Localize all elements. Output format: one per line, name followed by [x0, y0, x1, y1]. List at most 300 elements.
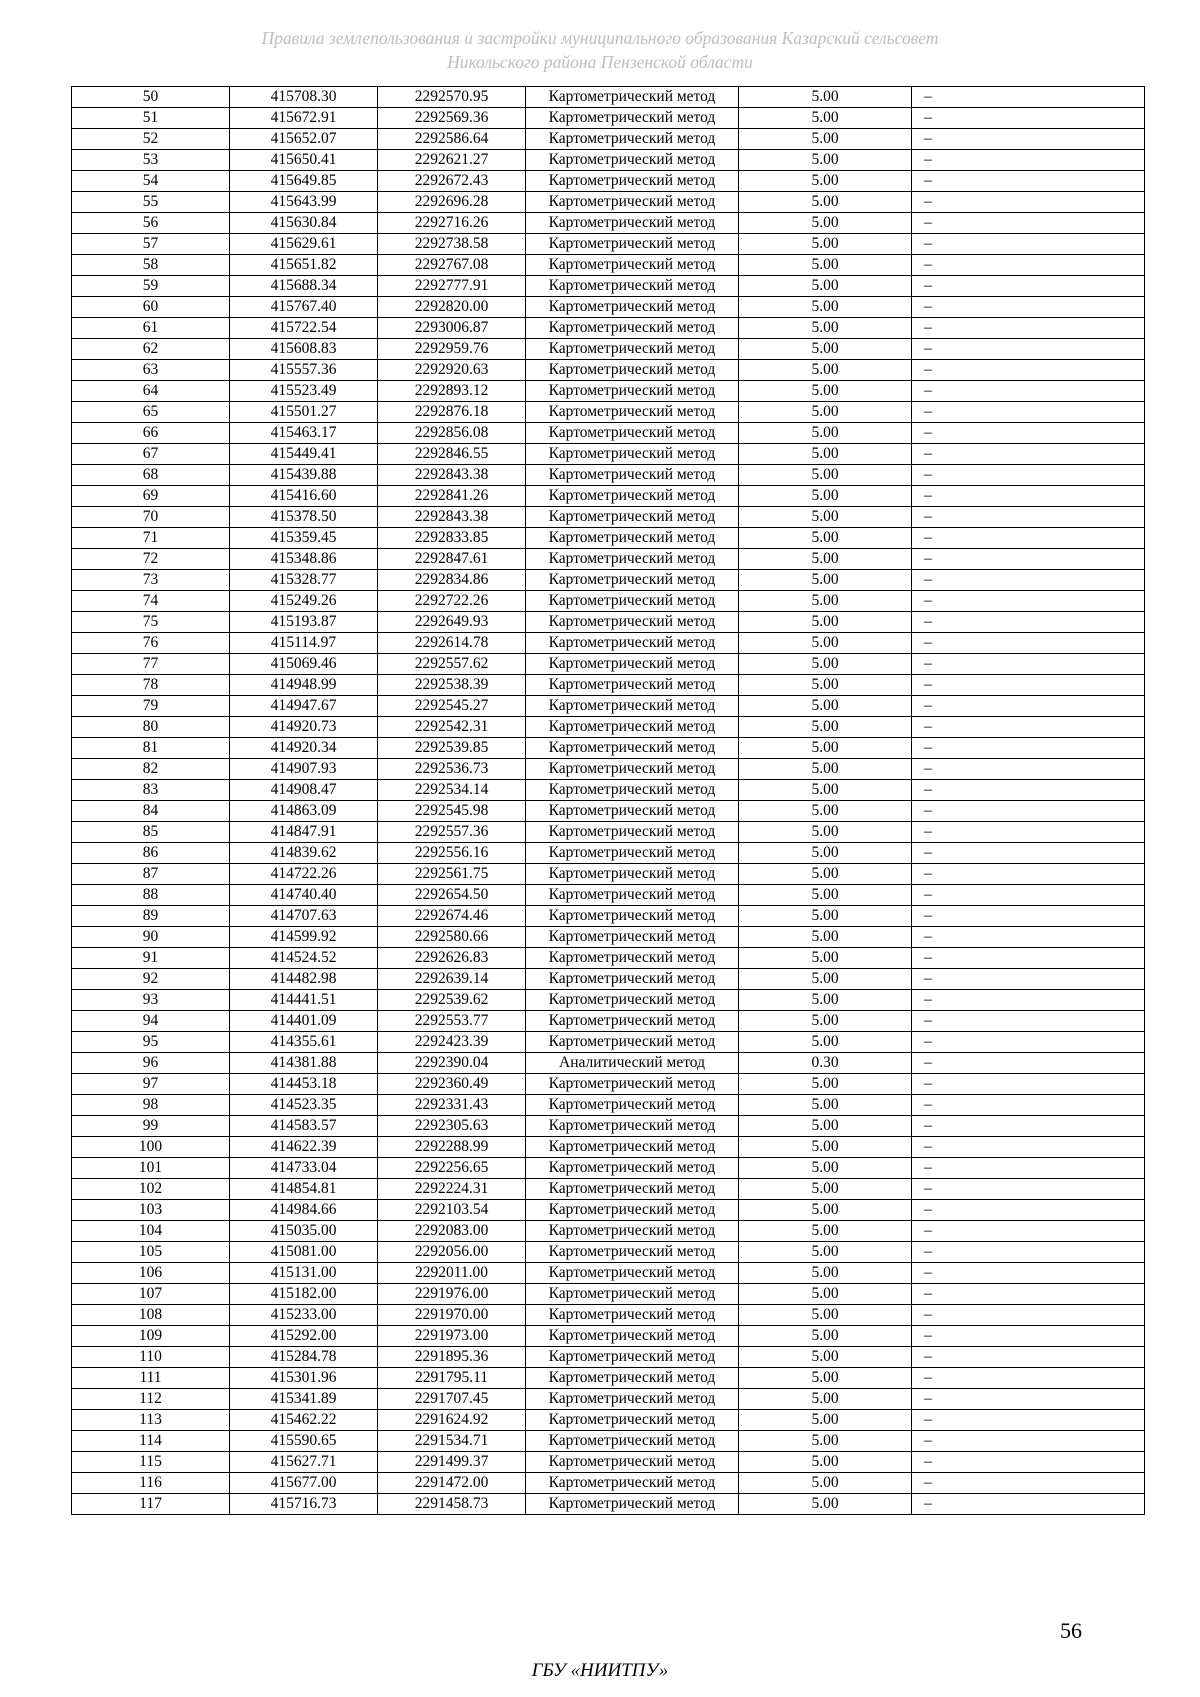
point-number-cell: 115 [72, 1452, 230, 1473]
method-cell: Картометрический метод [526, 1305, 739, 1326]
accuracy-cell: 5.00 [739, 171, 912, 192]
note-cell: – [912, 675, 1145, 696]
note-cell: – [912, 696, 1145, 717]
note-cell: – [912, 948, 1145, 969]
x-coordinate-cell: 415677.00 [230, 1473, 378, 1494]
x-coordinate-cell: 414947.67 [230, 696, 378, 717]
table-row [72, 150, 1145, 171]
x-coordinate-cell: 414948.99 [230, 675, 378, 696]
y-coordinate-cell: 2292390.04 [378, 1053, 526, 1074]
accuracy-cell: 5.00 [739, 381, 912, 402]
x-coordinate-cell: 414401.09 [230, 1011, 378, 1032]
method-cell: Картометрический метод [526, 906, 739, 927]
table-row [72, 759, 1145, 780]
method-cell: Картометрический метод [526, 549, 739, 570]
x-coordinate-cell: 415233.00 [230, 1305, 378, 1326]
y-coordinate-cell: 2292716.26 [378, 213, 526, 234]
y-coordinate-cell: 2291499.37 [378, 1452, 526, 1473]
point-number-cell: 74 [72, 591, 230, 612]
accuracy-cell: 5.00 [739, 360, 912, 381]
x-coordinate-cell: 414707.63 [230, 906, 378, 927]
method-cell: Аналитический метод [526, 1053, 739, 1074]
y-coordinate-cell: 2292767.08 [378, 255, 526, 276]
y-coordinate-cell: 2292288.99 [378, 1137, 526, 1158]
point-number-cell: 63 [72, 360, 230, 381]
table-row [72, 1305, 1145, 1326]
accuracy-cell: 5.00 [739, 108, 912, 129]
point-number-cell: 70 [72, 507, 230, 528]
note-cell: – [912, 570, 1145, 591]
x-coordinate-cell: 415069.46 [230, 654, 378, 675]
x-coordinate-cell: 415650.41 [230, 150, 378, 171]
table-row [72, 297, 1145, 318]
x-coordinate-cell: 415114.97 [230, 633, 378, 654]
accuracy-cell: 5.00 [739, 1389, 912, 1410]
accuracy-cell: 5.00 [739, 633, 912, 654]
method-cell: Картометрический метод [526, 969, 739, 990]
y-coordinate-cell: 2292569.36 [378, 108, 526, 129]
method-cell: Картометрический метод [526, 1473, 739, 1494]
table-row [72, 612, 1145, 633]
x-coordinate-cell: 415630.84 [230, 213, 378, 234]
point-number-cell: 97 [72, 1074, 230, 1095]
point-number-cell: 53 [72, 150, 230, 171]
table-row [72, 717, 1145, 738]
note-cell: – [912, 234, 1145, 255]
table-row [72, 801, 1145, 822]
y-coordinate-cell: 2292820.00 [378, 297, 526, 318]
accuracy-cell: 5.00 [739, 801, 912, 822]
x-coordinate-cell: 415378.50 [230, 507, 378, 528]
point-number-cell: 58 [72, 255, 230, 276]
method-cell: Картометрический метод [526, 1032, 739, 1053]
y-coordinate-cell: 2292621.27 [378, 150, 526, 171]
method-cell: Картометрический метод [526, 843, 739, 864]
x-coordinate-cell: 414839.62 [230, 843, 378, 864]
note-cell: – [912, 507, 1145, 528]
accuracy-cell: 5.00 [739, 1095, 912, 1116]
method-cell: Картометрический метод [526, 1011, 739, 1032]
method-cell: Картометрический метод [526, 675, 739, 696]
table-row [72, 780, 1145, 801]
header-line-1: Правила землепользования и застройки муниципального образования Казарский сельсовет [261, 28, 939, 48]
point-number-cell: 61 [72, 318, 230, 339]
table-row [72, 339, 1145, 360]
page-footer: ГБУ «НИИТПУ» [531, 1660, 669, 1681]
x-coordinate-cell: 414722.26 [230, 864, 378, 885]
y-coordinate-cell: 2292557.62 [378, 654, 526, 675]
accuracy-cell: 5.00 [739, 1158, 912, 1179]
method-cell: Картометрический метод [526, 1326, 739, 1347]
y-coordinate-cell: 2292545.27 [378, 696, 526, 717]
accuracy-cell: 5.00 [739, 339, 912, 360]
x-coordinate-cell: 414740.40 [230, 885, 378, 906]
table-row [72, 423, 1145, 444]
method-cell: Картометрический метод [526, 507, 739, 528]
method-cell: Картометрический метод [526, 1095, 739, 1116]
point-number-cell: 91 [72, 948, 230, 969]
point-number-cell: 85 [72, 822, 230, 843]
table-row [72, 1452, 1145, 1473]
point-number-cell: 56 [72, 213, 230, 234]
method-cell: Картометрический метод [526, 1452, 739, 1473]
accuracy-cell: 5.00 [739, 1263, 912, 1284]
table-row [72, 1368, 1145, 1389]
y-coordinate-cell: 2291970.00 [378, 1305, 526, 1326]
accuracy-cell: 5.00 [739, 738, 912, 759]
accuracy-cell: 5.00 [739, 927, 912, 948]
table-row [72, 507, 1145, 528]
note-cell: – [912, 402, 1145, 423]
point-number-cell: 78 [72, 675, 230, 696]
method-cell: Картометрический метод [526, 1431, 739, 1452]
note-cell: – [912, 969, 1145, 990]
y-coordinate-cell: 2292542.31 [378, 717, 526, 738]
table-row [72, 402, 1145, 423]
method-cell: Картометрический метод [526, 129, 739, 150]
table-row [72, 1095, 1145, 1116]
accuracy-cell: 5.00 [739, 1431, 912, 1452]
note-cell: – [912, 1452, 1145, 1473]
table-row [72, 696, 1145, 717]
y-coordinate-cell: 2292534.14 [378, 780, 526, 801]
point-number-cell: 99 [72, 1116, 230, 1137]
note-cell: – [912, 1011, 1145, 1032]
accuracy-cell: 5.00 [739, 1032, 912, 1053]
accuracy-cell: 5.00 [739, 318, 912, 339]
accuracy-cell: 5.00 [739, 1452, 912, 1473]
table-row [72, 654, 1145, 675]
y-coordinate-cell: 2292556.16 [378, 843, 526, 864]
y-coordinate-cell: 2292722.26 [378, 591, 526, 612]
x-coordinate-cell: 415557.36 [230, 360, 378, 381]
method-cell: Картометрический метод [526, 444, 739, 465]
accuracy-cell: 5.00 [739, 1179, 912, 1200]
y-coordinate-cell: 2292423.39 [378, 1032, 526, 1053]
note-cell: – [912, 1242, 1145, 1263]
x-coordinate-cell: 415193.87 [230, 612, 378, 633]
note-cell: – [912, 1389, 1145, 1410]
method-cell: Картометрический метод [526, 1410, 739, 1431]
method-cell: Картометрический метод [526, 591, 739, 612]
point-number-cell: 103 [72, 1200, 230, 1221]
x-coordinate-cell: 415688.34 [230, 276, 378, 297]
note-cell: – [912, 486, 1145, 507]
x-coordinate-cell: 414908.47 [230, 780, 378, 801]
note-cell: – [912, 1200, 1145, 1221]
y-coordinate-cell: 2292833.85 [378, 528, 526, 549]
y-coordinate-cell: 2291707.45 [378, 1389, 526, 1410]
point-number-cell: 106 [72, 1263, 230, 1284]
table-row [72, 1284, 1145, 1305]
point-number-cell: 75 [72, 612, 230, 633]
note-cell: – [912, 255, 1145, 276]
table-row [72, 675, 1145, 696]
accuracy-cell: 0.30 [739, 1053, 912, 1074]
method-cell: Картометрический метод [526, 1221, 739, 1242]
accuracy-cell: 5.00 [739, 864, 912, 885]
accuracy-cell: 5.00 [739, 969, 912, 990]
table-row [72, 1032, 1145, 1053]
note-cell: – [912, 1494, 1145, 1515]
accuracy-cell: 5.00 [739, 675, 912, 696]
method-cell: Картометрический метод [526, 381, 739, 402]
point-number-cell: 87 [72, 864, 230, 885]
accuracy-cell: 5.00 [739, 87, 912, 108]
x-coordinate-cell: 415463.17 [230, 423, 378, 444]
table-row [72, 1179, 1145, 1200]
point-number-cell: 83 [72, 780, 230, 801]
point-number-cell: 69 [72, 486, 230, 507]
method-cell: Картометрический метод [526, 1116, 739, 1137]
table-row [72, 1053, 1145, 1074]
note-cell: – [912, 1347, 1145, 1368]
y-coordinate-cell: 2292586.64 [378, 129, 526, 150]
x-coordinate-cell: 414733.04 [230, 1158, 378, 1179]
method-cell: Картометрический метод [526, 738, 739, 759]
y-coordinate-cell: 2292672.43 [378, 171, 526, 192]
method-cell: Картометрический метод [526, 255, 739, 276]
point-number-cell: 104 [72, 1221, 230, 1242]
y-coordinate-cell: 2292893.12 [378, 381, 526, 402]
method-cell: Картометрический метод [526, 822, 739, 843]
note-cell: – [912, 213, 1145, 234]
note-cell: – [912, 864, 1145, 885]
method-cell: Картометрический метод [526, 801, 739, 822]
table-row [72, 234, 1145, 255]
accuracy-cell: 5.00 [739, 1137, 912, 1158]
note-cell: – [912, 1032, 1145, 1053]
y-coordinate-cell: 2291895.36 [378, 1347, 526, 1368]
note-cell: – [912, 276, 1145, 297]
y-coordinate-cell: 2291976.00 [378, 1284, 526, 1305]
y-coordinate-cell: 2292674.46 [378, 906, 526, 927]
x-coordinate-cell: 415035.00 [230, 1221, 378, 1242]
y-coordinate-cell: 2293006.87 [378, 318, 526, 339]
table-row [72, 276, 1145, 297]
x-coordinate-cell: 415328.77 [230, 570, 378, 591]
x-coordinate-cell: 415359.45 [230, 528, 378, 549]
accuracy-cell: 5.00 [739, 654, 912, 675]
table-row [72, 87, 1145, 108]
point-number-cell: 108 [72, 1305, 230, 1326]
x-coordinate-cell: 415081.00 [230, 1242, 378, 1263]
accuracy-cell: 5.00 [739, 1116, 912, 1137]
accuracy-cell: 5.00 [739, 507, 912, 528]
method-cell: Картометрический метод [526, 1242, 739, 1263]
note-cell: – [912, 654, 1145, 675]
x-coordinate-cell: 415182.00 [230, 1284, 378, 1305]
point-number-cell: 62 [72, 339, 230, 360]
method-cell: Картометрический метод [526, 339, 739, 360]
table-row [72, 864, 1145, 885]
accuracy-cell: 5.00 [739, 276, 912, 297]
method-cell: Картометрический метод [526, 570, 739, 591]
point-number-cell: 112 [72, 1389, 230, 1410]
point-number-cell: 80 [72, 717, 230, 738]
method-cell: Картометрический метод [526, 276, 739, 297]
method-cell: Картометрический метод [526, 297, 739, 318]
x-coordinate-cell: 414854.81 [230, 1179, 378, 1200]
point-number-cell: 81 [72, 738, 230, 759]
table-row [72, 822, 1145, 843]
x-coordinate-cell: 415708.30 [230, 87, 378, 108]
accuracy-cell: 5.00 [739, 465, 912, 486]
x-coordinate-cell: 415416.60 [230, 486, 378, 507]
table-row [72, 213, 1145, 234]
x-coordinate-cell: 414599.92 [230, 927, 378, 948]
table-row [72, 1410, 1145, 1431]
y-coordinate-cell: 2292224.31 [378, 1179, 526, 1200]
point-number-cell: 73 [72, 570, 230, 591]
x-coordinate-cell: 415348.86 [230, 549, 378, 570]
note-cell: – [912, 339, 1145, 360]
x-coordinate-cell: 415249.26 [230, 591, 378, 612]
table-row [72, 1221, 1145, 1242]
accuracy-cell: 5.00 [739, 255, 912, 276]
accuracy-cell: 5.00 [739, 486, 912, 507]
note-cell: – [912, 549, 1145, 570]
note-cell: – [912, 1431, 1145, 1452]
point-number-cell: 102 [72, 1179, 230, 1200]
note-cell: – [912, 822, 1145, 843]
table-row [72, 1074, 1145, 1095]
x-coordinate-cell: 415649.85 [230, 171, 378, 192]
accuracy-cell: 5.00 [739, 885, 912, 906]
table-row [72, 171, 1145, 192]
table-row [72, 1473, 1145, 1494]
y-coordinate-cell: 2292626.83 [378, 948, 526, 969]
accuracy-cell: 5.00 [739, 948, 912, 969]
point-number-cell: 107 [72, 1284, 230, 1305]
y-coordinate-cell: 2292331.43 [378, 1095, 526, 1116]
y-coordinate-cell: 2292846.55 [378, 444, 526, 465]
x-coordinate-cell: 414847.91 [230, 822, 378, 843]
accuracy-cell: 5.00 [739, 1368, 912, 1389]
table-row [72, 1137, 1145, 1158]
x-coordinate-cell: 415629.61 [230, 234, 378, 255]
y-coordinate-cell: 2292639.14 [378, 969, 526, 990]
table-row [72, 1494, 1145, 1515]
note-cell: – [912, 444, 1145, 465]
y-coordinate-cell: 2292545.98 [378, 801, 526, 822]
accuracy-cell: 5.00 [739, 906, 912, 927]
note-cell: – [912, 801, 1145, 822]
table-row [72, 990, 1145, 1011]
note-cell: – [912, 297, 1145, 318]
accuracy-cell: 5.00 [739, 192, 912, 213]
x-coordinate-cell: 414907.93 [230, 759, 378, 780]
method-cell: Картометрический метод [526, 234, 739, 255]
note-cell: – [912, 1179, 1145, 1200]
x-coordinate-cell: 414984.66 [230, 1200, 378, 1221]
table-row [72, 486, 1145, 507]
method-cell: Картометрический метод [526, 192, 739, 213]
point-number-cell: 68 [72, 465, 230, 486]
note-cell: – [912, 990, 1145, 1011]
x-coordinate-cell: 414920.34 [230, 738, 378, 759]
table-row [72, 255, 1145, 276]
method-cell: Картометрический метод [526, 1347, 739, 1368]
table-row [72, 192, 1145, 213]
method-cell: Картометрический метод [526, 1263, 739, 1284]
table-row [72, 843, 1145, 864]
x-coordinate-cell: 415292.00 [230, 1326, 378, 1347]
note-cell: – [912, 1074, 1145, 1095]
note-cell: – [912, 465, 1145, 486]
y-coordinate-cell: 2292536.73 [378, 759, 526, 780]
accuracy-cell: 5.00 [739, 402, 912, 423]
accuracy-cell: 5.00 [739, 1284, 912, 1305]
point-number-cell: 95 [72, 1032, 230, 1053]
point-number-cell: 76 [72, 633, 230, 654]
table-row [72, 1158, 1145, 1179]
y-coordinate-cell: 2291795.11 [378, 1368, 526, 1389]
table-row [72, 1011, 1145, 1032]
header-line-2: Никольского района Пензенской области [447, 52, 753, 72]
method-cell: Картометрический метод [526, 108, 739, 129]
x-coordinate-cell: 415439.88 [230, 465, 378, 486]
note-cell: – [912, 717, 1145, 738]
note-cell: – [912, 1221, 1145, 1242]
method-cell: Картометрический метод [526, 612, 739, 633]
y-coordinate-cell: 2292847.61 [378, 549, 526, 570]
point-number-cell: 101 [72, 1158, 230, 1179]
note-cell: – [912, 738, 1145, 759]
method-cell: Картометрический метод [526, 927, 739, 948]
x-coordinate-cell: 415341.89 [230, 1389, 378, 1410]
note-cell: – [912, 612, 1145, 633]
point-number-cell: 79 [72, 696, 230, 717]
accuracy-cell: 5.00 [739, 591, 912, 612]
accuracy-cell: 5.00 [739, 528, 912, 549]
point-number-cell: 84 [72, 801, 230, 822]
accuracy-cell: 5.00 [739, 1410, 912, 1431]
x-coordinate-cell: 415608.83 [230, 339, 378, 360]
accuracy-cell: 5.00 [739, 843, 912, 864]
x-coordinate-cell: 414523.35 [230, 1095, 378, 1116]
y-coordinate-cell: 2292539.85 [378, 738, 526, 759]
method-cell: Картометрический метод [526, 402, 739, 423]
point-number-cell: 117 [72, 1494, 230, 1515]
note-cell: – [912, 1368, 1145, 1389]
y-coordinate-cell: 2292738.58 [378, 234, 526, 255]
note-cell: – [912, 906, 1145, 927]
x-coordinate-cell: 415449.41 [230, 444, 378, 465]
y-coordinate-cell: 2292834.86 [378, 570, 526, 591]
x-coordinate-cell: 415590.65 [230, 1431, 378, 1452]
table-row [72, 318, 1145, 339]
x-coordinate-cell: 415284.78 [230, 1347, 378, 1368]
method-cell: Картометрический метод [526, 528, 739, 549]
method-cell: Картометрический метод [526, 87, 739, 108]
method-cell: Картометрический метод [526, 318, 739, 339]
method-cell: Картометрический метод [526, 1074, 739, 1095]
point-number-cell: 50 [72, 87, 230, 108]
table-row [72, 1347, 1145, 1368]
x-coordinate-cell: 415767.40 [230, 297, 378, 318]
y-coordinate-cell: 2292539.62 [378, 990, 526, 1011]
accuracy-cell: 5.00 [739, 444, 912, 465]
y-coordinate-cell: 2292856.08 [378, 423, 526, 444]
point-number-cell: 66 [72, 423, 230, 444]
table-row [72, 549, 1145, 570]
table-row [72, 108, 1145, 129]
y-coordinate-cell: 2292553.77 [378, 1011, 526, 1032]
y-coordinate-cell: 2292649.93 [378, 612, 526, 633]
method-cell: Картометрический метод [526, 654, 739, 675]
note-cell: – [912, 1095, 1145, 1116]
